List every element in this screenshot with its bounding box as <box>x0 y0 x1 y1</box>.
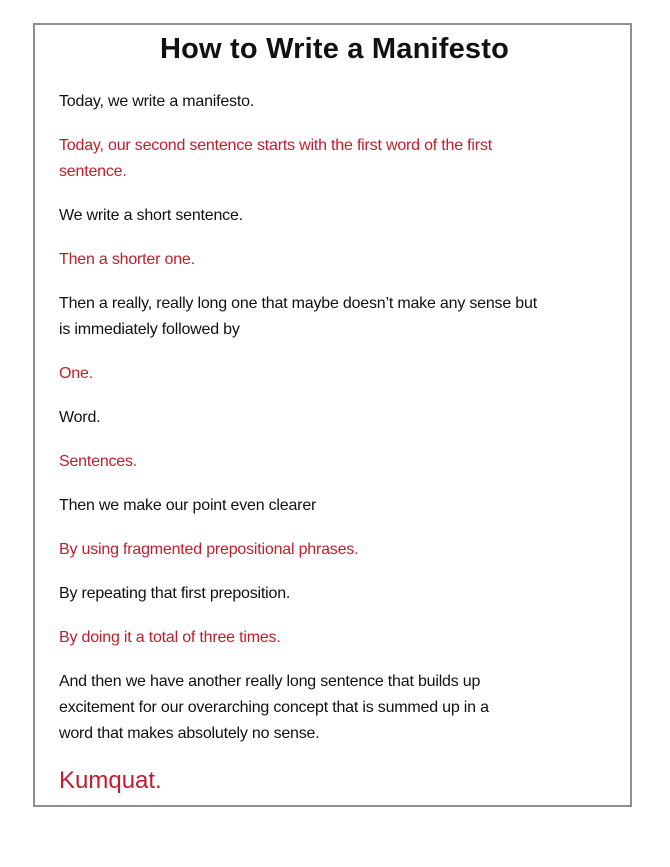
paragraph <box>59 203 610 229</box>
paragraph <box>59 133 610 185</box>
paragraph-line: Kumquat. <box>59 767 162 794</box>
paragraph-line: Then a really, really long one that maybe doesn’t make any sense but <box>59 295 537 312</box>
paragraph-line: sentence. <box>59 163 127 180</box>
paragraph-line: Today, we write a manifesto. <box>59 93 255 110</box>
paragraph-line: Today, our second sentence starts with the first word of the first <box>59 137 492 154</box>
paragraph <box>59 247 610 273</box>
paragraph-line: By repeating that first preposition. <box>59 585 291 602</box>
paragraph <box>59 291 610 343</box>
paragraph-line: And then we have another really long sentence that builds up <box>59 673 481 690</box>
paragraph-line: word that makes absolutely no sense. <box>59 725 320 742</box>
paragraph-line: excitement for our overarching concept that is summed up in a <box>59 699 489 716</box>
closing-word <box>59 765 610 797</box>
paragraph <box>59 405 610 431</box>
paragraph-line: We write a short sentence. <box>59 207 243 224</box>
paragraph <box>59 89 610 115</box>
page-title: How to Write a Manifesto <box>159 33 510 65</box>
paragraph-line: One. <box>59 365 93 382</box>
paragraph-line: By using fragmented prepositional phrases. <box>59 541 359 558</box>
document-page <box>33 23 632 807</box>
paragraph <box>59 361 610 387</box>
paragraph-line: Then we make our point even clearer <box>59 497 317 514</box>
paragraph-line: Word. <box>59 409 101 426</box>
paragraph <box>59 669 610 747</box>
paragraph-line: is immediately followed by <box>59 321 240 338</box>
paragraph-line: Then a shorter one. <box>59 251 195 268</box>
paragraph <box>59 493 610 519</box>
paragraph <box>59 625 610 651</box>
paragraph-line: Sentences. <box>59 453 138 470</box>
paragraph-line: By doing it a total of three times. <box>59 629 281 646</box>
paragraph <box>59 537 610 563</box>
paragraph <box>59 581 610 607</box>
paragraph <box>59 449 610 475</box>
